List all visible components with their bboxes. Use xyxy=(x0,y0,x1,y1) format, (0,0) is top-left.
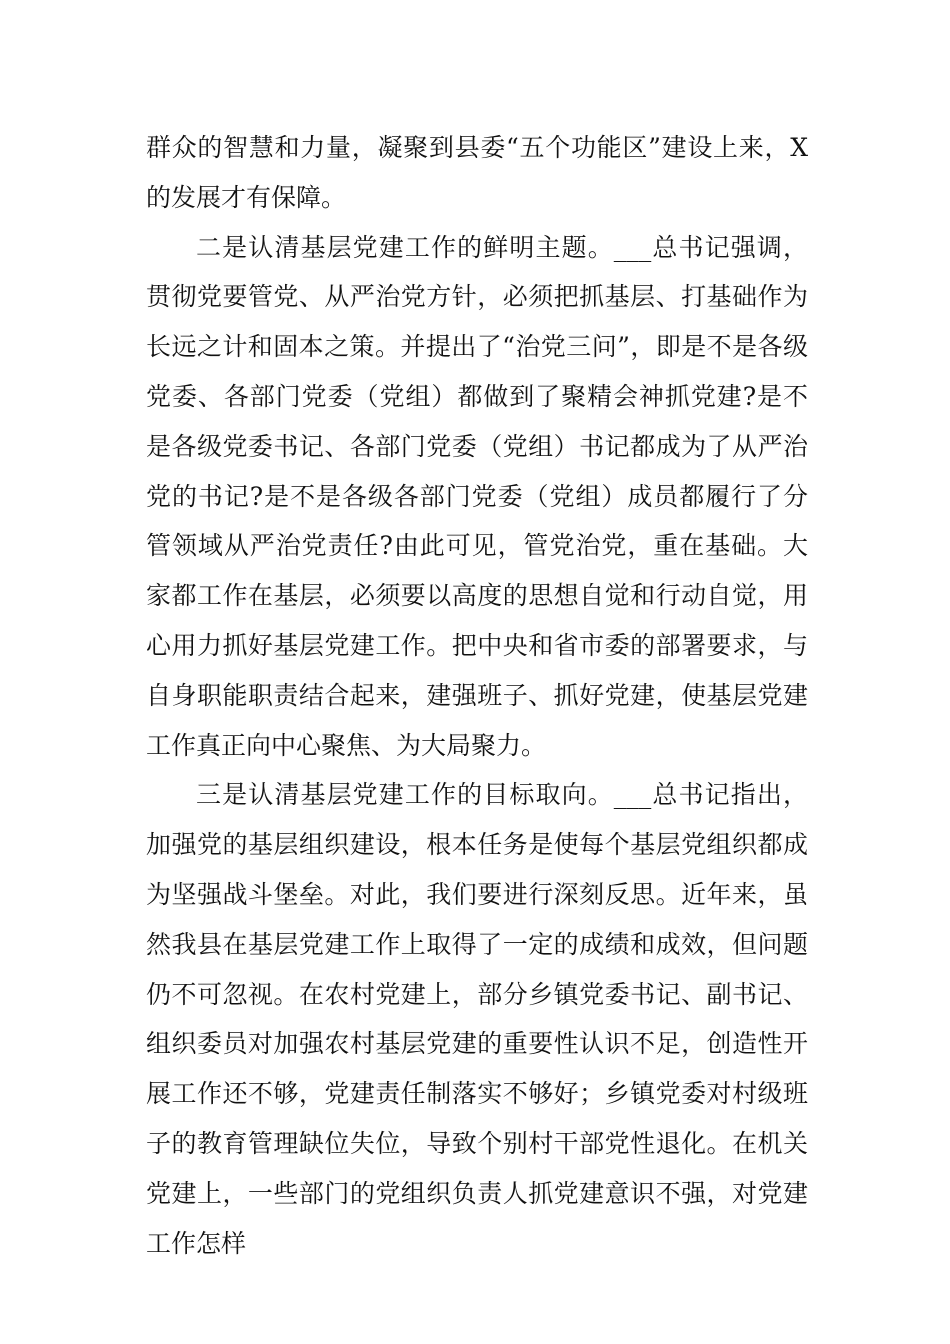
paragraph-goal: 三是认清基层党建工作的目标取向。___总书记指出，加强党的基层组织建设，根本任务是使每个基层党组织都成为坚强战斗堡垒。对此，我们要进行深刻反思。近年来，虽然我县在基层党建工作上取得了一定的成绩和成效，但问题仍不可忽视。在农村党建上，部分乡镇党委书记、副书记、组织委员对加强农村基层党建的重要性认识不足，创造性开展工作还不够，党建责任制落实不够好；乡镇党委对村级班子的教育管理缺位失位，导致个别村干部党性退化。在机关党建上，一些部门的党组织负责人抓党建意识不强，对党建工作怎样 xyxy=(146,780,808,1258)
paragraph-theme: 二是认清基层党建工作的鲜明主题。___总书记强调，贯彻党要管党、从严治党方针，必须把抓基层、打基础作为长远之计和固本之策。并提出了“治党三问”，即是不是各级党委、各部门党委（党组）都做到了聚精会神抓党建?是不是各级党委书记、各部门党委（党组）书记都成为了从严治党的书记?是不是各级各部门党委（党组）成员都履行了分管领域从严治党责任?由此可见，管党治党，重在基础。大家都工作在基层，必须要以高度的思想自觉和行动自觉，用心用力抓好基层党建工作。把中央和省市委的部署要求，与自身职能职责结合起来，建强班子、抓好党建，使基层党建工作真正向中心聚焦、为大局聚力。 xyxy=(146,232,808,760)
paragraph-continuation: 群众的智慧和力量，凝聚到县委“五个功能区”建设上来，X的发展才有保障。 xyxy=(146,133,808,212)
document-body xyxy=(146,123,808,1268)
